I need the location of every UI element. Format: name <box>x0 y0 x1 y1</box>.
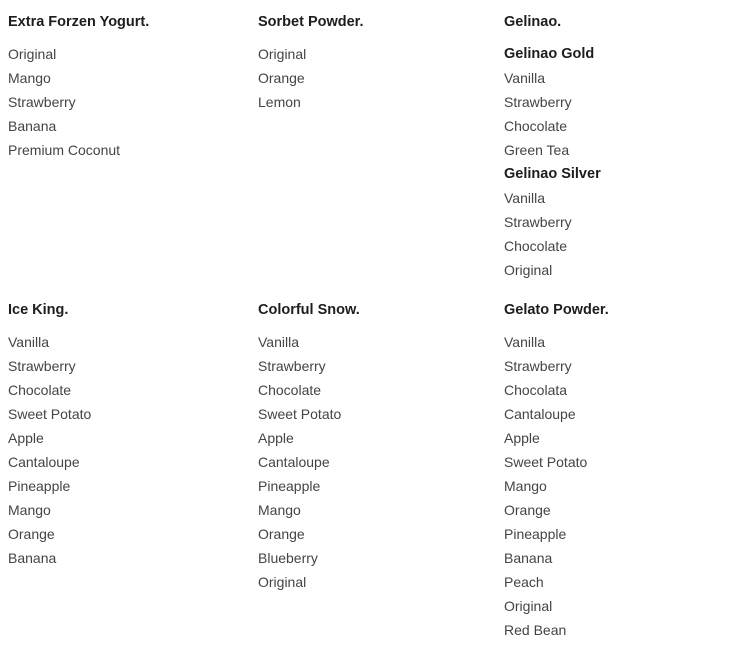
flavor-block-colorful-snow <box>248 298 496 648</box>
list-item: Sweet Potato <box>504 454 588 470</box>
list-item: Vanilla <box>258 334 299 350</box>
flavor-block-ice-king <box>0 298 248 648</box>
list-item: Original <box>504 598 553 614</box>
list-item: Cantaloupe <box>8 454 80 470</box>
block-title: Colorful Snow. <box>258 302 360 318</box>
flavor-block-extra-forzen-yogurt <box>0 10 248 298</box>
flavor-list <box>250 330 496 594</box>
flavor-list <box>0 42 248 162</box>
block-title: Extra Forzen Yogurt. <box>8 14 150 30</box>
block-title: Gelato Powder. <box>504 302 609 318</box>
list-item: Original <box>258 46 307 62</box>
list-item: Strawberry <box>258 358 326 374</box>
list-item: Chocolate <box>8 382 72 398</box>
list-item: Strawberry <box>504 214 572 230</box>
list-item: Mango <box>258 502 301 518</box>
sub-block-title-gelinao-gold: Gelinao Gold <box>504 46 595 62</box>
list-item: Vanilla <box>504 190 545 206</box>
list-item: Premium Coconut <box>8 142 121 158</box>
sub-block-title-gelinao-silver: Gelinao Silver <box>504 166 601 182</box>
list-item: Chocolate <box>504 118 568 134</box>
list-item: Cantaloupe <box>504 406 576 422</box>
list-item: Lemon <box>258 94 301 110</box>
list-item: Sweet Potato <box>8 406 92 422</box>
list-item: Orange <box>504 502 551 518</box>
flavor-grid-row-2 <box>0 298 755 648</box>
list-item: Strawberry <box>504 358 572 374</box>
list-item: Vanilla <box>504 334 545 350</box>
list-item: Vanilla <box>504 70 545 86</box>
list-item: Pineapple <box>258 478 321 494</box>
list-item: Vanilla <box>8 334 49 350</box>
list-item: Original <box>504 262 553 278</box>
flavor-block-sorbet-powder <box>248 10 496 298</box>
list-item: Banana <box>504 550 553 566</box>
list-item: Mango <box>8 70 51 86</box>
list-item: Strawberry <box>8 94 76 110</box>
list-item: Strawberry <box>8 358 76 374</box>
list-item: Red Bean <box>504 622 567 638</box>
list-item: Pineapple <box>504 526 567 542</box>
list-item: Orange <box>8 526 55 542</box>
flavor-block-gelato-powder <box>496 298 755 648</box>
list-item: Strawberry <box>504 94 572 110</box>
flavor-block-gelinao <box>496 10 755 298</box>
list-item: Apple <box>504 430 540 446</box>
list-item: Apple <box>258 430 294 446</box>
list-item: Cantaloupe <box>258 454 330 470</box>
list-item: Orange <box>258 526 305 542</box>
list-item: Sweet Potato <box>258 406 342 422</box>
flavor-list <box>496 330 755 642</box>
list-item: Green Tea <box>504 142 570 158</box>
flavor-list <box>496 42 755 282</box>
block-title: Sorbet Powder. <box>258 14 364 30</box>
block-title: Ice King. <box>8 302 69 318</box>
list-item: Chocolate <box>258 382 322 398</box>
list-item: Peach <box>504 574 544 590</box>
list-item: Mango <box>504 478 547 494</box>
list-item: Banana <box>8 550 57 566</box>
list-item: Apple <box>8 430 44 446</box>
flavor-list <box>0 330 248 570</box>
flavor-list <box>250 42 496 114</box>
flavor-grid-row-1 <box>0 10 755 298</box>
list-item: Chocolata <box>504 382 568 398</box>
list-item: Orange <box>258 70 305 86</box>
list-item: Original <box>8 46 57 62</box>
list-item: Original <box>258 574 307 590</box>
list-item: Mango <box>8 502 51 518</box>
list-item: Banana <box>8 118 57 134</box>
list-item: Chocolate <box>504 238 568 254</box>
list-item: Pineapple <box>8 478 71 494</box>
list-item: Blueberry <box>258 550 318 566</box>
block-title: Gelinao. <box>504 14 562 30</box>
